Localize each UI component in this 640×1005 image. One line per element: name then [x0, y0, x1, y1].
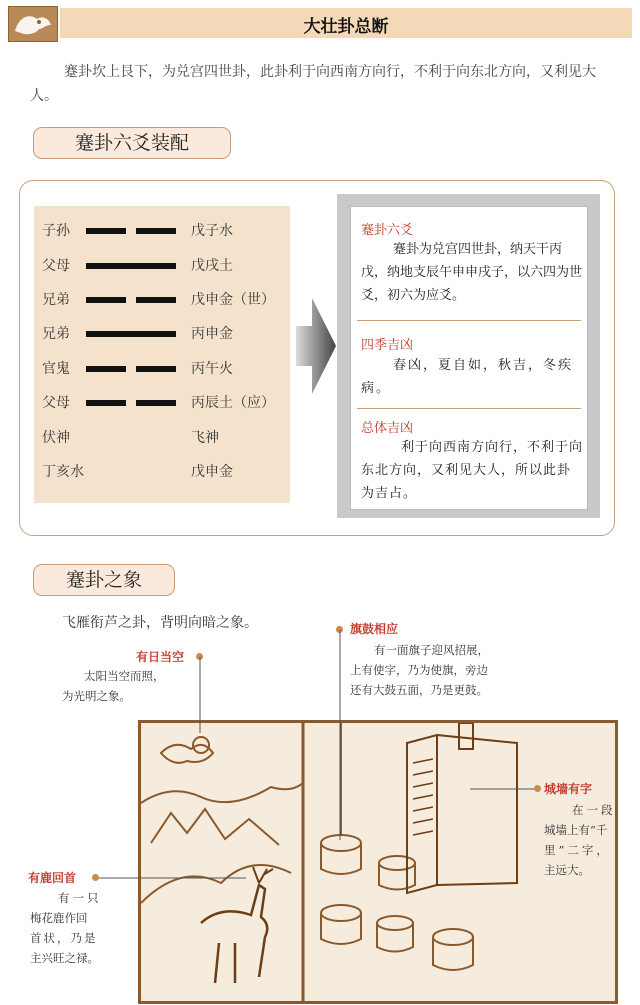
pointer-line — [336, 630, 346, 840]
logo-icon — [8, 6, 58, 42]
annotation-text-sun: 为光明之象。 — [62, 689, 131, 703]
pointer-line — [196, 657, 206, 733]
section-title-yao: 蹇卦六爻装配 — [33, 127, 231, 159]
pointer-line — [470, 785, 534, 795]
annotation-title-flag: 旗鼓相应 — [350, 622, 399, 636]
annotation-text-deer: 有一只 — [58, 891, 102, 905]
gua-table — [34, 206, 290, 503]
gua-row-right: 戊申金（世） — [191, 292, 275, 308]
pointer-dot — [92, 874, 99, 881]
gua-row — [34, 427, 290, 447]
intro-content: 蹇卦坎上艮下，为兑宫四世卦，此卦利于向西南方向行，不利于向东北方向，又利见大人。 — [30, 64, 596, 104]
yin-line — [136, 297, 176, 303]
intro-text — [30, 60, 610, 108]
gua-row-left: 官鬼 — [42, 361, 70, 377]
yin-line — [136, 400, 176, 406]
yang-line — [86, 263, 176, 269]
annotation-text-wall: 城墙上有“千 — [544, 823, 608, 837]
gua-row-right: 戊申金 — [191, 464, 233, 480]
annotation-text-wall: 主远大。 — [544, 863, 590, 877]
yang-line — [86, 331, 176, 337]
gua-row-left: 父母 — [42, 395, 70, 411]
annotation-text-sun: 太阳当空而照， — [84, 669, 165, 683]
annotation-text-deer: 主兴旺之禄。 — [30, 951, 99, 965]
annotation-text-flag: 上有使字，乃为使旗，旁边 — [350, 663, 488, 677]
gua-row — [34, 220, 290, 240]
section-title-image: 蹇卦之象 — [33, 564, 175, 596]
gua-row-right: 戊子水 — [191, 223, 233, 239]
gua-row — [34, 358, 290, 378]
gua-row-left: 兄弟 — [42, 292, 70, 308]
header — [0, 0, 640, 46]
info-heading-overall: 总体吉凶 — [361, 421, 414, 436]
gua-row — [34, 323, 290, 343]
gua-row — [34, 461, 290, 481]
gua-row-left: 父母 — [42, 258, 70, 274]
divider — [357, 408, 581, 409]
gua-row-right: 丙申金 — [191, 326, 233, 342]
annotation-text-deer: 梅花鹿作回 — [30, 911, 88, 925]
gua-row-right: 飞神 — [191, 430, 219, 446]
gua-row-right: 丙辰土（应） — [191, 395, 275, 411]
title-bar — [60, 8, 632, 38]
info-text-overall: 利于向西南方向行，不利于向东北方向，又利见大人，所以此卦为吉占。 — [361, 440, 584, 501]
gua-row — [34, 255, 290, 275]
annotation-text-flag: 有一面旗子迎风招展， — [374, 643, 489, 657]
annotation-title-deer: 有鹿回首 — [28, 871, 77, 885]
gua-row-left: 丁亥水 — [42, 464, 84, 480]
page-title: 大壮卦总断 — [303, 17, 389, 37]
yin-line — [136, 228, 176, 234]
info-heading-yao: 蹇卦六爻 — [361, 223, 414, 238]
annotation-text-flag: 还有大鼓五面，乃是更鼓。 — [350, 683, 488, 697]
gua-row-right: 戊戌土 — [191, 258, 233, 274]
yin-line — [86, 297, 126, 303]
annotation-text-deer: 首状，乃是 — [30, 931, 98, 945]
info-heading-season: 四季吉凶 — [361, 338, 414, 353]
annotation-text-wall: 在一段 — [572, 803, 616, 817]
image-caption: 飞雁衔芦之卦，背明向暗之象。 — [62, 615, 258, 631]
arrow-right-icon — [296, 298, 336, 394]
gua-row-left: 伏神 — [42, 430, 70, 446]
annotation-title-wall: 城墙有字 — [544, 782, 593, 796]
info-text-yao: 蹇卦为兑宫四世卦，纳天干丙戊，纳地支辰午申申戌子，以六四为世爻，初六为应爻。 — [361, 242, 583, 303]
gua-row-right: 丙午火 — [191, 361, 233, 377]
info-box — [350, 206, 588, 510]
yin-line — [86, 366, 126, 372]
info-text-season: 春凶，夏自如，秋吉，冬疾病。 — [361, 358, 574, 396]
gua-row — [34, 289, 290, 309]
yin-line — [86, 400, 126, 406]
gua-row-left: 子孙 — [42, 223, 70, 239]
gua-row — [34, 392, 290, 412]
yin-line — [86, 228, 126, 234]
yin-line — [136, 366, 176, 372]
divider — [357, 320, 581, 321]
annotation-text-wall: 里”二字， — [544, 843, 611, 857]
gua-row-left: 兄弟 — [42, 326, 70, 342]
annotation-title-sun: 有日当空 — [136, 650, 185, 664]
pointer-dot — [534, 785, 541, 792]
pointer-line — [96, 874, 246, 884]
